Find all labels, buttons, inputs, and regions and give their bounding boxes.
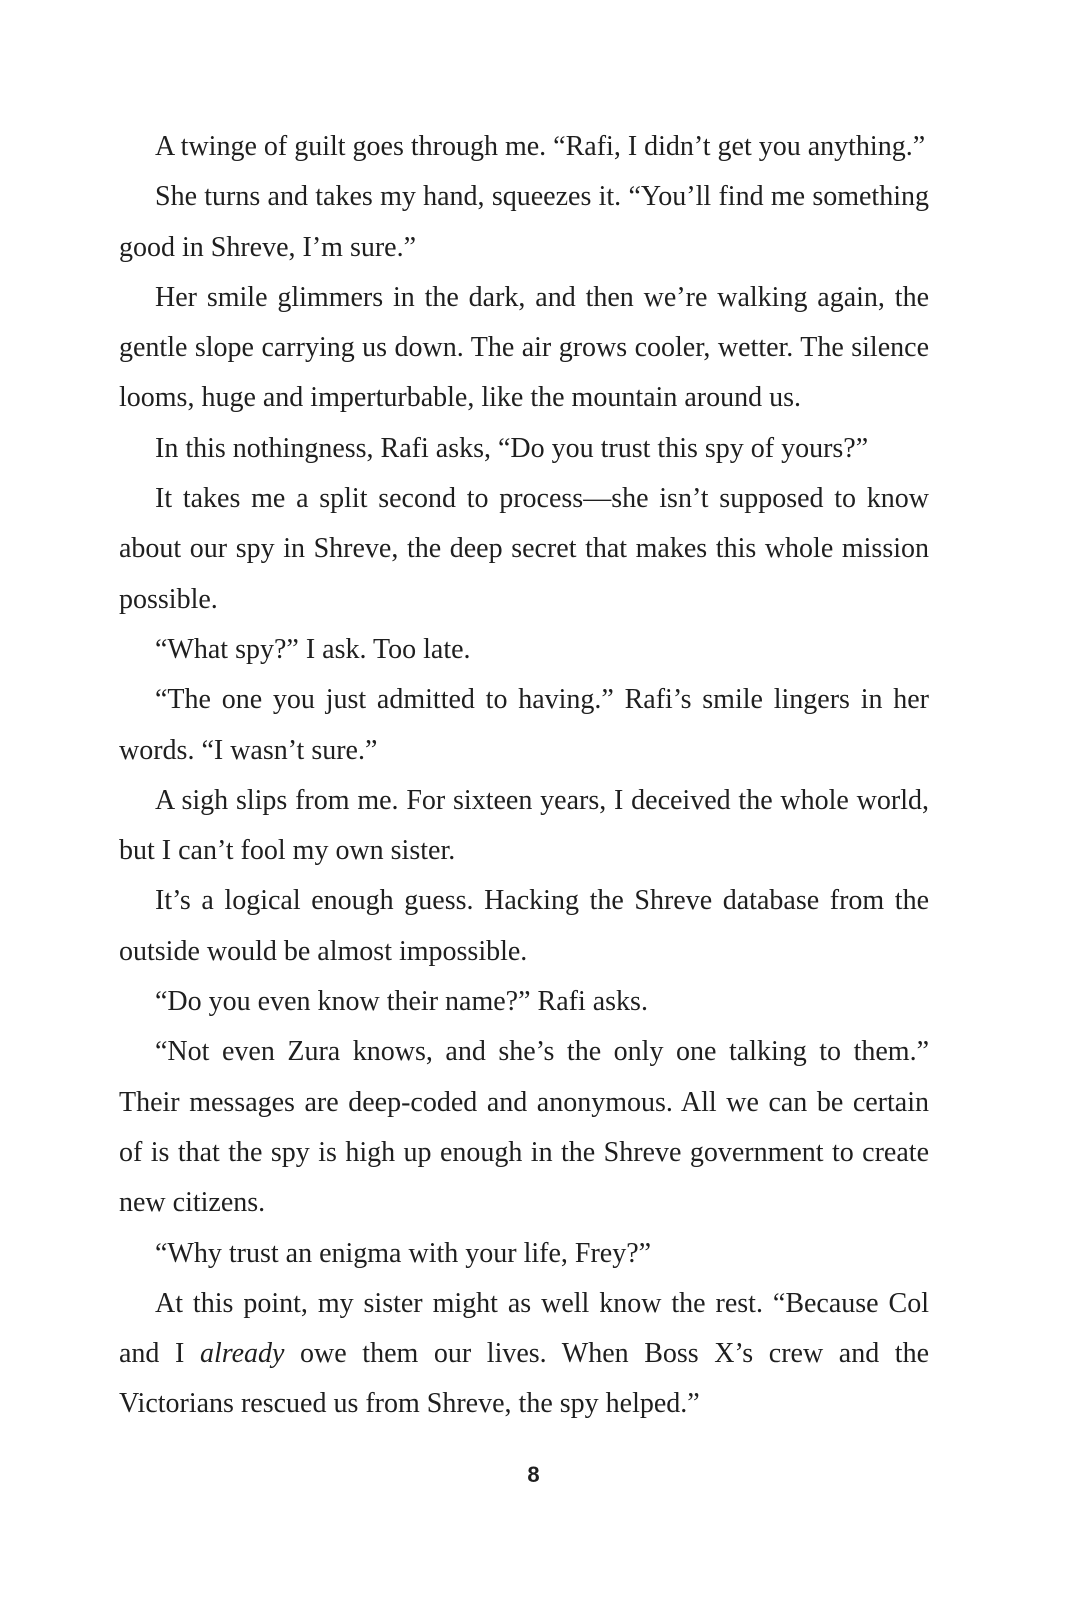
paragraph: “What spy?” I ask. Too late. [155,633,471,665]
paragraph-text: owe them our lives. When Boss X’s crew and the Victorians rescued us from Shreve, the spy helped.” [119,1338,929,1420]
paragraph: In this nothingness, Rafi asks, “Do you trust this spy of yours?” [155,432,869,464]
paragraph: Her smile glimmers in the dark, and then we’re walking again, the gentle slope carrying us down. The air grows cooler, wetter. The silence looms, huge and imperturbable, like the mountain around us. [119,281,929,414]
page-number: 8 [527,1462,540,1487]
paragraph [119,1279,929,1430]
paragraph: A sigh slips from me. For sixteen years, I deceived the whole world, but I can’t fool my own sister. [119,784,929,867]
paragraph: A twinge of guilt goes through me. “Rafi, I didn’t get you anything.” [155,131,926,162]
paragraph: “Not even Zura knows, and she’s the only one talking to them.” Their messages are deep-coded and anonymous. All we can be certain of is that the spy is high up enough in the Shreve government to create new citizens. [119,1036,929,1219]
paragraph: It’s a logical enough guess. Hacking the Shreve database from the outside would be almost impossible. [119,885,929,967]
page-body [119,122,929,1430]
emphasized-word: already [199,1338,285,1370]
paragraph: It takes me a split second to process—she isn’t supposed to know about our spy in Shreve, the deep secret that makes this whole mission possible. [119,483,929,615]
paragraph: She turns and takes my hand, squeezes it. “You’ll find me something good in Shreve, I’m sure.” [119,181,929,263]
paragraph: “Do you even know their name?” Rafi asks. [155,986,648,1018]
paragraph: “Why trust an enigma with your life, Frey?” [155,1237,652,1269]
paragraph-text: At this point, my sister might as well know the rest. “Because Col and I [119,1287,929,1370]
paragraph: “The one you just admitted to having.” Rafi’s smile lingers in her words. “I wasn’t sure.” [119,684,929,766]
